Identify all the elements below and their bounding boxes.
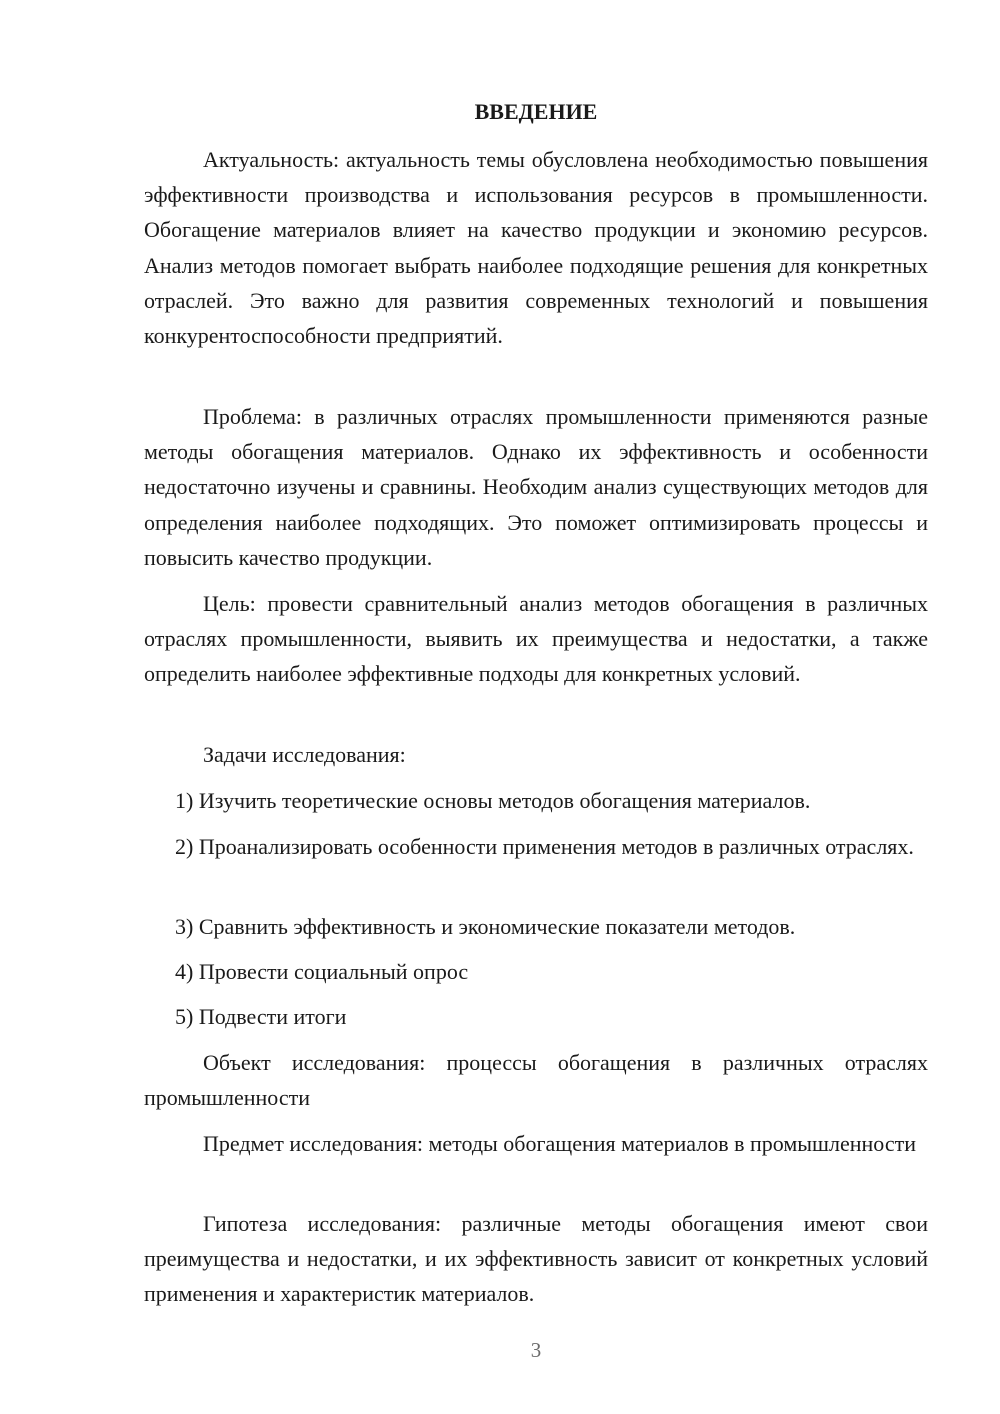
relevance-paragraph: Актуальность: актуальность темы обусловлена необходимостью повышения эффективности производства и использования ресурсов в промышленности. Обогащение материалов влияет на качество продукции и экономию ресурсов. Анализ методов помогает выбрать наиболее подходящие решения для конкретных отраслей. Это важно для развития современных технологий и повышения конкурентоспособности предприятий.	[144, 147, 928, 349]
goal-paragraph: Цель: провести сравнительный анализ методов обогащения в различных отраслях промышленности, выявить их преимущества и недостатки, а также определить наиболее эффективные подходы для конкретных условий.	[144, 591, 928, 687]
hypothesis-paragraph: Гипотеза исследования: различные методы обогащения имеют свои преимущества и недостатки, и их эффективность зависит от конкретных условий применения и характеристик материалов.	[144, 1211, 928, 1307]
object-paragraph: Объект исследования: процессы обогащения в различных отраслях промышленности	[144, 1050, 928, 1111]
task-item-3: 3) Сравнить эффективность и экономические показатели методов.	[175, 914, 796, 939]
problem-paragraph: Проблема: в различных отраслях промышленности применяются разные методы обогащения материалов. Однако их эффективность и особенности недостаточно изучены и сравнины. Необходим анализ существующих методов для определения наиболее подходящих. Это поможет оптимизировать процессы и повысить качество продукции.	[144, 404, 928, 570]
task-item-4: 4) Провести социальный опрос	[175, 959, 469, 984]
task-item-2: 2) Проанализировать особенности применения методов в различных отраслях.	[175, 834, 914, 859]
task-item-5: 5) Подвести итоги	[175, 1004, 347, 1029]
task-item-1: 1) Изучить теоретические основы методов обогащения материалов.	[175, 788, 811, 813]
page-number: 3	[530, 1338, 542, 1362]
page-title: ВВЕДЕНИЕ	[474, 99, 598, 124]
subject-paragraph: Предмет исследования: методы обогащения материалов в промышленности	[203, 1131, 916, 1156]
tasks-heading: Задачи исследования:	[203, 742, 406, 767]
